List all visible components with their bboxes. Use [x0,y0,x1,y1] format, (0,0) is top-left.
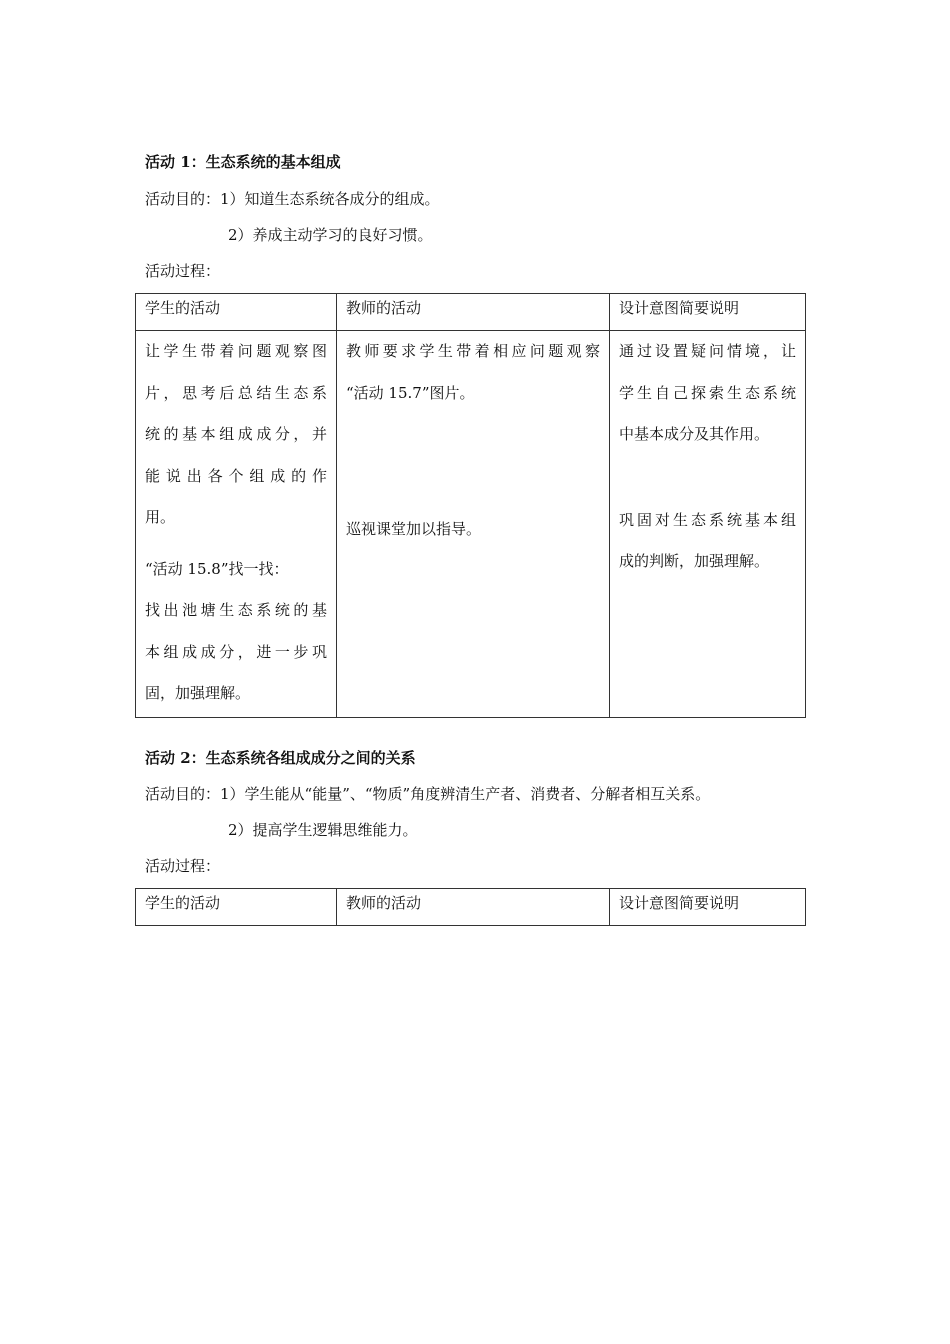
design-line: 成的判断，加强理解。 [619,552,770,570]
student-line: 能说出各个组成的作 [145,466,327,485]
activity1-process-label: 活动过程： [145,262,221,280]
design-line: 中基本成分及其作用。 [619,425,770,443]
activity2-purpose-line1: 活动目的：1）学生能从“能量”、“物质”角度辨清生产者、消费者、分解者相互关系。 [145,785,711,803]
activity1-table-body-row [136,331,806,718]
header-student-activity: 学生的活动 [136,889,337,926]
student-line: 统的基本组成成分，并 [145,425,327,443]
student-line: 本组成成分，进一步巩 [145,642,327,661]
header-student-activity: 学生的活动 [136,294,337,331]
header-design-intent: 设计意图简要说明 [610,889,806,926]
activity2-title: 活动 2：生态系统各组成成分之间的关系 [145,749,416,767]
design-line: 学生自己探索生态系统 [619,383,796,402]
activity1-table-header-row [136,294,806,331]
activity2-process-label: 活动过程： [145,857,221,875]
activity1-purpose-line2: 2）养成主动学习的良好习惯。 [228,226,433,244]
design-line: 巩固对生态系统基本组 [619,510,796,529]
activity2-purpose-line2: 2）提高学生逻辑思维能力。 [228,821,418,839]
student-line: 固，加强理解。 [145,684,251,702]
student-activity-cell [136,331,337,718]
header-teacher-activity: 教师的活动 [337,889,610,926]
student-line: 找出池塘生态系统的基 [145,601,327,619]
teacher-activity-cell [337,331,610,718]
teacher-line: 巡视课堂加以指导。 [346,520,482,538]
design-intent-cell [610,331,806,718]
student-line: 片，思考后总结生态系 [145,383,327,402]
activity2-table-header-row [136,889,806,926]
header-design-intent: 设计意图简要说明 [610,294,806,331]
student-line: 让学生带着问题观察图 [145,342,327,360]
activity1-table [135,293,806,718]
activity1-title: 活动 1：生态系统的基本组成 [145,153,341,171]
student-line: 用。 [145,508,176,526]
activity2-table [135,888,806,926]
teacher-line: 教师要求学生带着相应问题观察 [346,342,600,360]
design-line: 通过设置疑问情境，让 [619,342,796,360]
header-teacher-activity: 教师的活动 [337,294,610,331]
teacher-line: “活动 15.7”图片。 [346,383,475,402]
activity1-purpose-line1: 活动目的：1）知道生态系统各成分的组成。 [145,190,440,208]
student-line: “活动 15.8”找一找： [145,559,289,578]
